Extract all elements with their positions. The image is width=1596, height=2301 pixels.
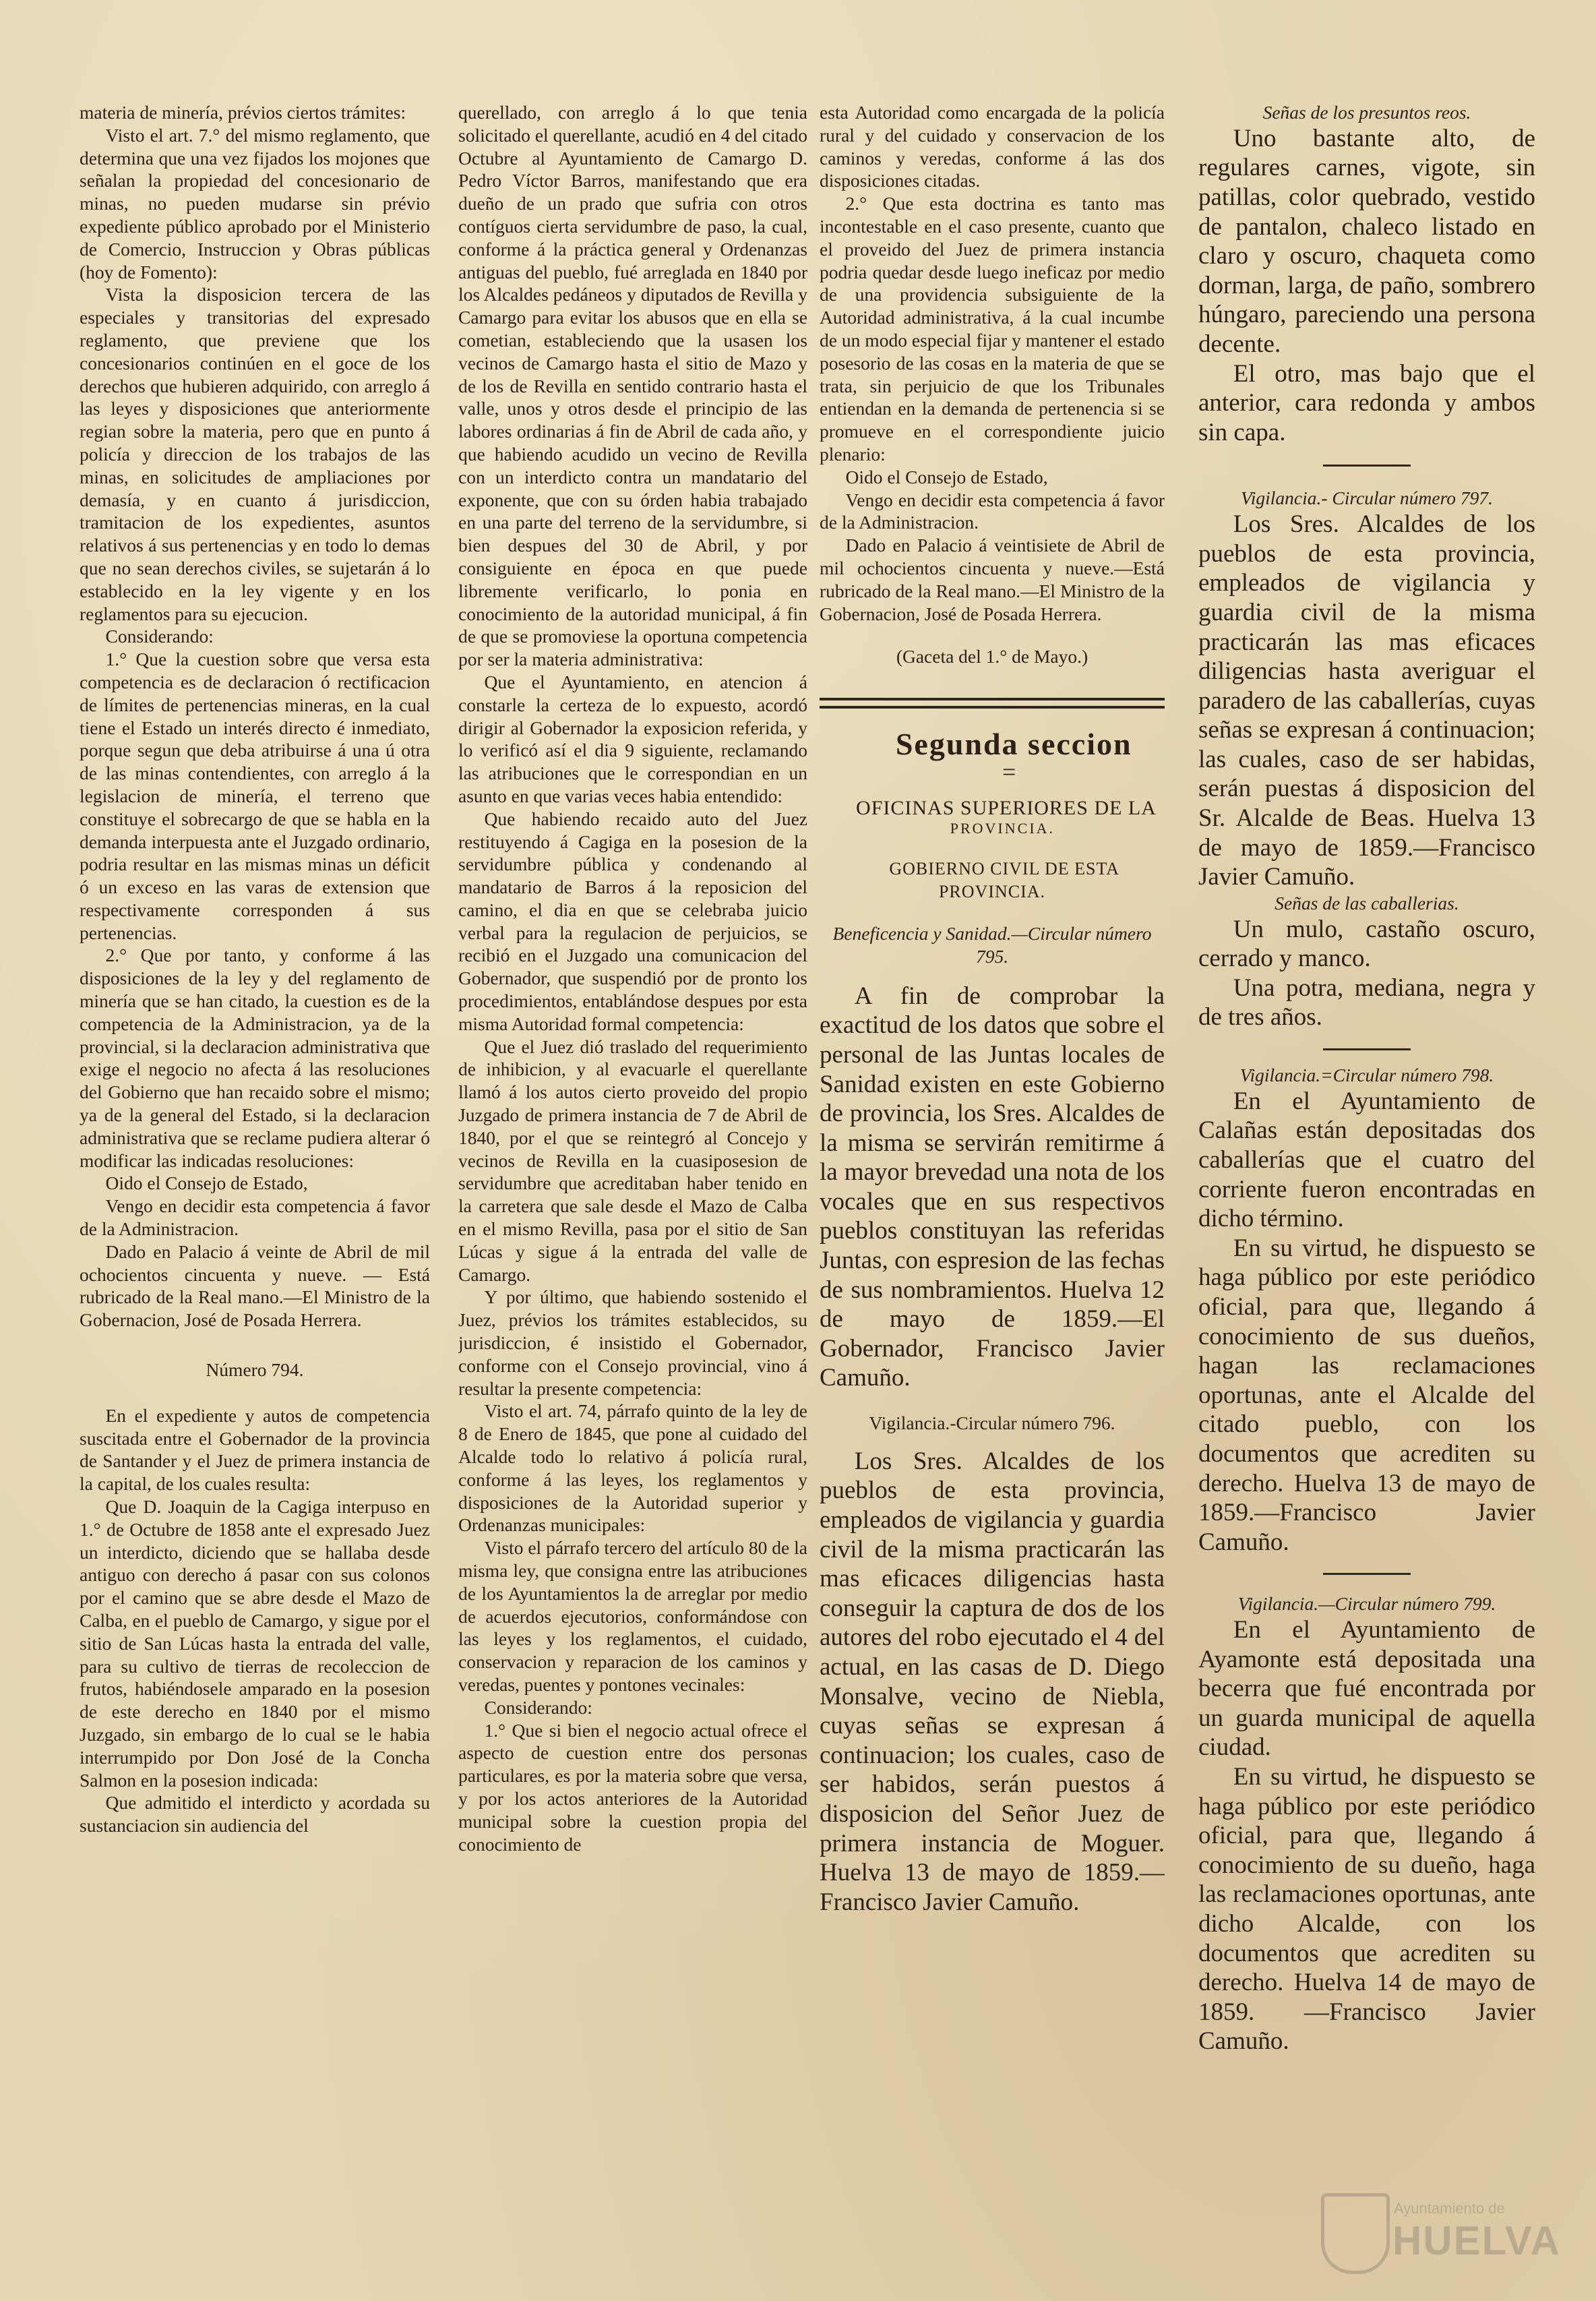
paragraph: Un mulo, castaño oscuro, cerrado y manco. xyxy=(1198,915,1535,973)
subsection-title: OFICINAS SUPERIORES DE LA xyxy=(856,797,1157,820)
paragraph: Visto el art. 7.° del mismo reglamento, que determina que una vez fijados los mojones que señalan la propiedad del concesionario de minas, no pueden mudarse sin prévio expediente público aprobado por el Ministerio de Comercio, Instruccion y Obras públicas (hoy de Fomento): xyxy=(80,124,430,282)
paragraph: Considerando: xyxy=(105,626,214,647)
paragraph: Vengo en decidir esta competencia á favor de la Administracion. xyxy=(820,489,1165,533)
circular-heading: Vigilancia.-Circular número 796. xyxy=(869,1412,1115,1434)
paragraph: Que el Ayuntamiento, en atencion á constarle la certeza de lo expuesto, acordó dirigir al Gobernador la exposicion referida, y lo verificó así el dia 9 siguiente, reclamando las atribuciones que le correspondian en un asunto en que varias veces habia entendido: xyxy=(458,671,807,806)
circular-heading: Vigilancia.—Circular número 799. xyxy=(1237,1593,1496,1615)
paragraph: Que habiendo recaido auto del Juez restituyendo á Cagiga en la posesion de la servidumbre pública y condenando al mandatario de Barros á la reposicion del camino, el dia en que se celebraba juicio verbal para la regulacion de perjuicios, se recibió en el Juzgado una comunicacion del Gobernador, que suspendió por de pronto los procedimientos, entablándose despues por esta misma Autoridad formal competencia: xyxy=(458,808,807,1034)
source-note: (Gaceta del 1.° de Mayo.) xyxy=(896,646,1088,667)
description-heading: Señas de los presuntos reos. xyxy=(1262,102,1471,123)
paragraph: Una potra, mediana, negra y de tres años. xyxy=(1198,974,1535,1032)
paragraph: Uno bastante alto, de regulares carnes, vigote, sin patillas, color quebrado, vestido de pantalon, chaleco listado en claro y oscuro, chaqueta como dorman, larga, de paño, sombrero húngaro, pareciendo una persona decente. xyxy=(1198,124,1535,358)
archive-watermark-logo xyxy=(1321,2188,1561,2275)
crest-icon xyxy=(1321,2193,1390,2274)
description-heading: Señas de las caballerias. xyxy=(1275,892,1459,914)
paragraph: Visto el art. 74, párrafo quinto de la ley de 8 de Enero de 1845, que pone al cuidado del Alcalde todo lo relativo á policía rural, conforme á las leyes, los reglamentos y disposiciones de la Autoridad superior y Ordenanzas municipales: xyxy=(458,1400,807,1536)
subsection-subtitle: PROVINCIA. xyxy=(950,820,1055,837)
column-3 xyxy=(820,101,1165,1917)
circular-text: Los Sres. Alcaldes de los pueblos de esta provincia, empleados de vigilancia y guardia civil de la misma practicarán las mas eficaces diligencias hasta averiguar el paradero de las caballerías, cuyas señas se expresan á continuacion; las cuales, caso de ser habidas, serán puestas á disposicion del Sr. Alcalde de Beas. Huelva 13 de mayo de 1859.—Francisco Javier Camuño. xyxy=(1198,510,1535,891)
paragraph: esta Autoridad como encargada de la policía rural y del cuidado y conservacion de los caminos y veredas, conforme á las dos disposiciones citadas. xyxy=(820,102,1165,191)
paragraph: 2.° Que esta doctrina es tanto mas incontestable en el caso presente, cuanto que el proveido del Juez de primera instancia podria quedar desde luego ineficaz por medio de una providencia subsiguiente de la Autoridad administrativa, á la cual incumbe de un modo especial fijar y mantener el estado posesorio de las cosas en la materia de que se trata, sin perjuicio de que los Tribunales entiendan en la demanda de pertenencia si se promueve en el correspondiente juicio plenario: xyxy=(820,193,1165,465)
paragraph: 1.° Que la cuestion sobre que versa esta competencia es de declaracion ó rectificacion de límites de pertenencias mineras, en la cual tiene el Estado un interés directo é inmediato, porque segun que deba atribuirse á una ú otra de las minas contendientes, con arreglo á la legislacion de minería, el terreno que constituye el sobrecargo de que se habla en la demanda interpuesta ante el Juzgado ordinario, podria resultar en las mismas minas un déficit ó un exceso en las varas de extension que respectivamente corresponden á sus pertenencias. xyxy=(80,649,430,943)
paragraph: Y por último, que habiendo sostenido el Juez, prévios los trámites establecidos, su jurisdiccion, é insistido el Gobernador, conforme con el Consejo provincial, vino á resultar la presente competencia: xyxy=(458,1286,807,1399)
circular-heading: Vigilancia.=Circular número 798. xyxy=(1239,1065,1494,1086)
paragraph: Que el Juez dió traslado del requerimiento de inhibicion, y al evacuarle el querellante llamó á los autos cierto proveido del propio Juzgado de primera instancia de 7 de Abril de 1840, por el que se reintegró al Concejo y vecinos de Revilla en la cuasiposesion de servidumbre que acreditaban haber tenido en la carretera que sale desde el Mazo de Calba en el mismo Revilla, pasa por el sitio de San Lúcas y sigue á la entrada del valle de Camargo. xyxy=(458,1036,807,1285)
paragraph: En el expediente y autos de competencia suscitada entre el Gobernador de la provincia de Santander y el Juez de primera instancia de la capital, de los cuales resulta: xyxy=(80,1404,430,1495)
circular-text: Los Sres. Alcaldes de los pueblos de esta provincia, empleados de vigilancia y guardia civil de la misma practicarán las mas eficaces diligencias hasta conseguir la captura de dos de los autores del robo ejecutado el 4 del actual, en las casas de D. Diego Monsalve, vecino de Niebla, cuyas señas se expresan á continuacion; los cuales, caso de ser habidos, serán puestos á disposicion del Señor Juez de primera instancia de Moguer. Huelva 13 de mayo de 1859.—Francisco Javier Camuño. xyxy=(820,1447,1165,1916)
paragraph: Visto el párrafo tercero del artículo 80 de la misma ley, que consigna entre las atribuciones de los Ayuntamientos la de arreglar por medio de acuerdos ejecutorios, conformándose con las leyes y los reglamentos, el cuidado, conservacion y reparacion de los caminos y veredas, puentes y pontones vecinales: xyxy=(458,1537,807,1695)
circular-heading: Beneficencia y Sanidad.—Circular número 795. xyxy=(832,923,1152,967)
section-title: Segunda seccion xyxy=(895,727,1132,762)
paragraph: Oido el Consejo de Estado, xyxy=(845,466,1048,487)
decree-number: Número 794. xyxy=(206,1359,304,1381)
watermark-line-1: Ayuntamiento de xyxy=(1394,2200,1505,2217)
column-4 xyxy=(1198,101,1535,2056)
paragraph: Vista la disposicion tercera de las especiales y transitorias del expresado reglamento, que previene que los concesionarios continúen en el goce de los derechos que hubieren adquirido, con arreglo á las leyes y disposiciones que anteriormente regian sobre la materia, pero que en punto á policía y direccion de los trabajos de las minas, en solicitudes de ampliaciones por demasía, y en cuanto á jurisdiccion, tramitacion de los expedientes, asuntos relativos á sus pertenencias y en todo lo demas que no sean derechos civiles, se sujetarán á lo establecido en la ley vigente y en los reglamentos para su ejecucion. xyxy=(80,284,430,624)
paragraph: Que D. Joaquin de la Cagiga interpuso en 1.° de Octubre de 1858 ante el expresado Juez un interdicto, diciendo que se hallaba desde antiguo con derecho á pasar con sus colonos por el camino que se abre desde el Mazo de Calba, en el pueblo de Camargo, y sigue por el sitio de San Lúcas hasta la entrada del valle, para su cultivo de tierras de recoleccion de frutos, habiéndosele amparado en la posesion de este derecho en 1840 por el mismo Juzgado, sin embargo de lo cual se le habia interrumpido por Don José de la Concha Salmon en la posesion indicada: xyxy=(80,1496,430,1791)
section-divider xyxy=(820,698,1165,709)
circular-heading: Vigilancia.- Circular número 797. xyxy=(1240,487,1494,509)
paragraph: 2.° Que por tanto, y conforme á las disposiciones de la ley y del reglamento de minería que se han citado, la cuestion es de la competencia de la Administracion, ya de la provincial, si la declaracion administrativa que exige el negocio no afecta á las resoluciones del Gobierno que han recaido sobre el mismo; ya de la general del Estado, si la declaracion administrativa que se reclame pudiera alterar ó modificar las indicadas resoluciones: xyxy=(80,945,430,1171)
paragraph: El otro, mas bajo que el anterior, cara redonda y ambos sin capa. xyxy=(1198,359,1535,446)
paragraph: 1.° Que si bien el negocio actual ofrece el aspecto de cuestion entre dos personas particulares, es por la materia sobre que versa, y por los actos anteriores de la Autoridad municipal sobre la cuestion propia del conocimiento de xyxy=(458,1719,807,1855)
circular-text: En su virtud, he dispuesto se haga público por este periódico oficial, para que, llegando á conocimiento de su dueño, haga las reclamaciones oportunas, ante dicho Alcalde, con los documentos que acrediten su derecho. Huelva 14 de mayo de 1859. —Francisco Javier Camuño. xyxy=(1198,1763,1535,2056)
circular-text: En el Ayuntamiento de Ayamonte está depositada una becerra que fué encontrada por un guarda municipal de aquella ciudad. xyxy=(1198,1616,1535,1762)
circular-text: En el Ayuntamiento de Calañas están depositadas dos caballerías que el cuatro del corriente fueron encontradas en dicho término. xyxy=(1198,1087,1535,1233)
office-title: GOBIERNO CIVIL DE ESTA PROVINCIA. xyxy=(889,859,1120,902)
circular-text: A fin de comprobar la exactitud de los datos que sobre el personal de las Juntas locales de Sanidad existen en este Gobierno de provincia, los Sres. Alcaldes de la misma se servirán remitirme á la mayor brevedad una nota de los vocales que en sus respectivos pueblos constituyan las referidas Juntas, con espresion de las fechas de sus nombramientos. Huelva 12 de mayo de 1859.—El Gobernador, Francisco Javier Camuño. xyxy=(820,982,1165,1392)
paragraph: Oido el Consejo de Estado, xyxy=(105,1172,308,1194)
paragraph: Vengo en decidir esta competencia á favor de la Administracion. xyxy=(80,1195,430,1240)
circular-text: En su virtud, he dispuesto se haga público por este periódico oficial, para que, llegando á conocimiento de sus dueños, hagan las reclamaciones oportunas, ante el Alcalde del citado pueblo, con los documentos que acrediten su derecho. Huelva 13 de mayo de 1859.—Francisco Javier Camuño. xyxy=(1198,1234,1535,1556)
paragraph: Dado en Palacio á veintisiete de Abril de mil ochocientos cincuenta y nueve.—Está rubricado de la Real mano.—El Ministro de la Gobernacion, José de Posada Herrera. xyxy=(820,535,1165,624)
watermark-line-2: HUELVA xyxy=(1392,2218,1561,2263)
column-1 xyxy=(80,101,430,1837)
paragraph: Considerando: xyxy=(484,1696,592,1718)
paragraph: Que admitido el interdicto y acordada su sustanciacion sin audiencia del xyxy=(80,1792,430,1836)
paragraph: querellado, con arreglo á lo que tenia solicitado el querellante, acudió en 4 del citado Octubre al Ayuntamiento de Camargo D. Pedro Víctor Barros, manifestando que era dueño de un prado que sufria con otros contíguos cierta servidumbre de paso, la cual, conforme á la práctica general y Ordenanzas antiguas del pueblo, fué arreglada en 1840 por los Alcaldes pedáneos y diputados de Revilla y Camargo para evitar los abusos que en ella se cometian, estableciendo que la usasen los vecinos de Camargo hasta el sitio de Mazo y de los de Revilla en sentido contrario hasta el valle, unos y otros desde el principio de las labores ordinarias á fin de Abril de cada año, y que habiendo acudido un vecino de Revilla con un interdicto contra un mandatario del exponente, que con su órden habia trabajado en una parte del terreno de la servidumbre, si bien despues del 30 de Abril, y por consiguiente en época en que puede libremente verificarlo, lo ponia en conocimiento de la autoridad municipal, á fin de que se promoviese la oportuna competencia por ser la materia administrativa: xyxy=(458,102,807,670)
paragraph: materia de minería, prévios ciertos trámites: xyxy=(80,102,406,123)
column-2 xyxy=(458,101,807,1855)
divider-mark: = xyxy=(1002,758,1016,786)
paragraph: Dado en Palacio á veinte de Abril de mil ochocientos cincuenta y nueve. — Está rubricado de la Real mano.—El Ministro de la Gobernacion, José de Posada Herrera. xyxy=(80,1241,430,1331)
